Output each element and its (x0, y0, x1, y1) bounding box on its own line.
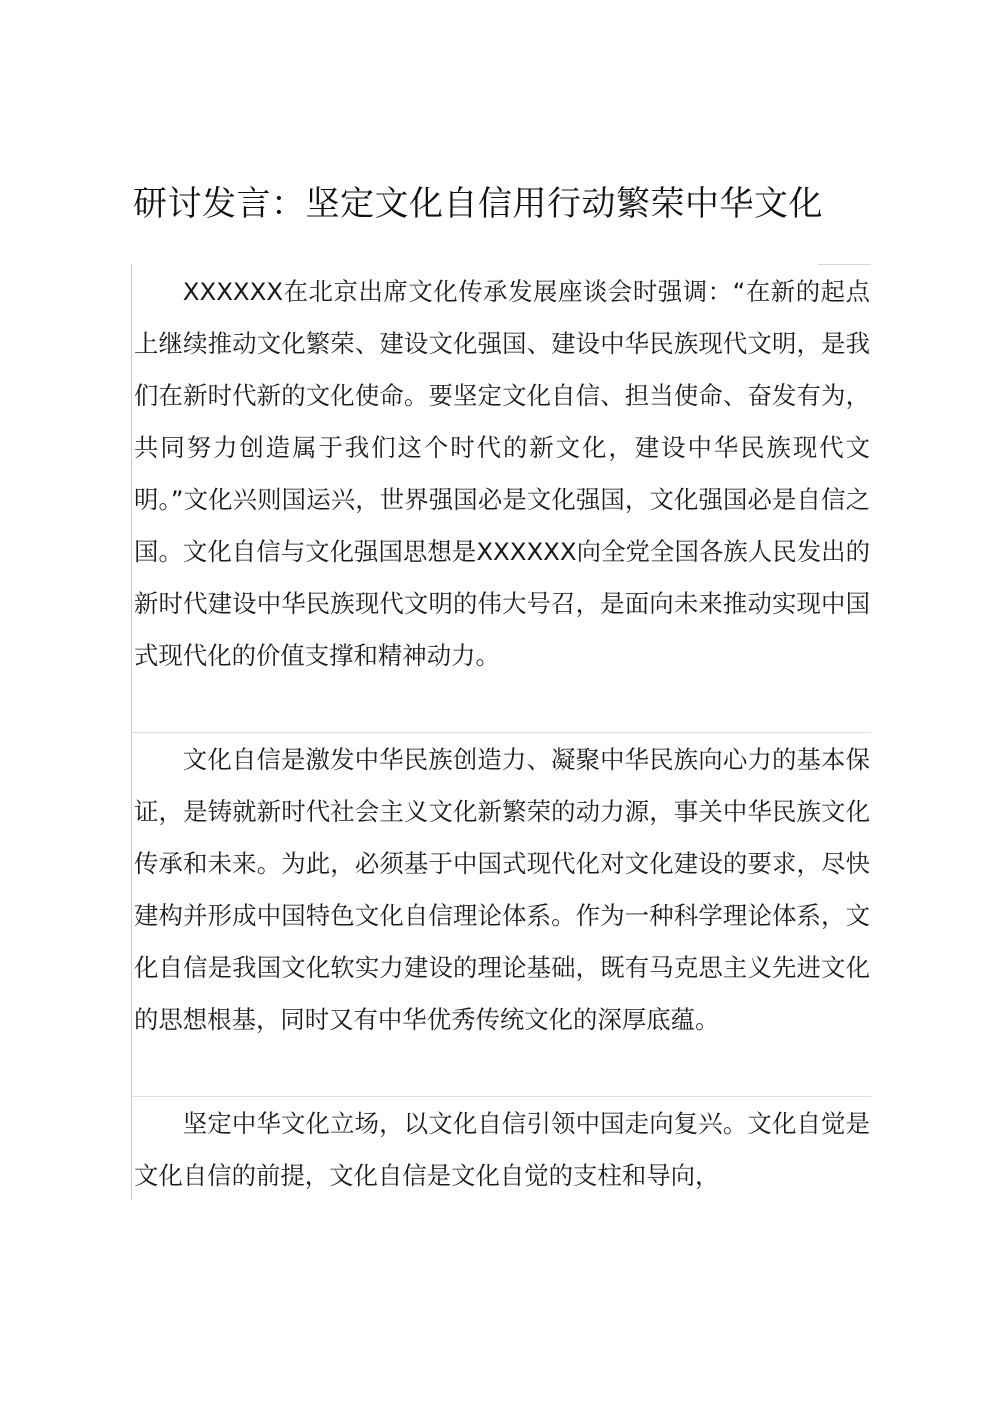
frame-top-rule (818, 264, 871, 265)
paragraph-divider (131, 1096, 871, 1097)
document-title: 研讨发言：坚定文化自信用行动繁荣中华文化 (133, 184, 823, 224)
paragraph-2: 文化自信是激发中华民族创造力、凝聚中华民族向心力的基本保证，是铸就新时代社会主义文化新繁荣的动力源，事关中华民族文化传承和未来。为此，必须基于中国式现代化对文化建设的要求，尽快建构并形成中国特色文化自信理论体系。作为一种科学理论体系，文化自信是我国文化软实力建设的理论基础，既有马克思主义先进文化的思想根基，同时又有中华优秀传统文化的深厚底蕴。 (134, 745, 870, 1034)
paragraph-1: XXXXXX在北京出席文化传承发展座谈会时强调：“在新的起点上继续推动文化繁荣、建设文化强国、建设中华民族现代文明，是我们在新时代新的文化使命。要坚定文化自信、担当使命、奋发有为，共同努力创造属于我们这个时代的新文化，建设中华民族现代文明。”文化兴则国运兴，世界强国必是文化强国，文化强国必是自信之国。文化自信与文化强国思想是XXXXXX向全党全国各族人民发出的新时代建设中华民族现代文明的伟大号召，是面向未来推动实现中国式现代化的价值支撑和精神动力。 (134, 277, 870, 670)
paragraph-divider (131, 732, 871, 733)
paragraph-3: 坚定中华文化立场，以文化自信引领中国走向复兴。文化自觉是文化自信的前提，文化自信是文化自觉的支柱和导向， (134, 1109, 870, 1190)
